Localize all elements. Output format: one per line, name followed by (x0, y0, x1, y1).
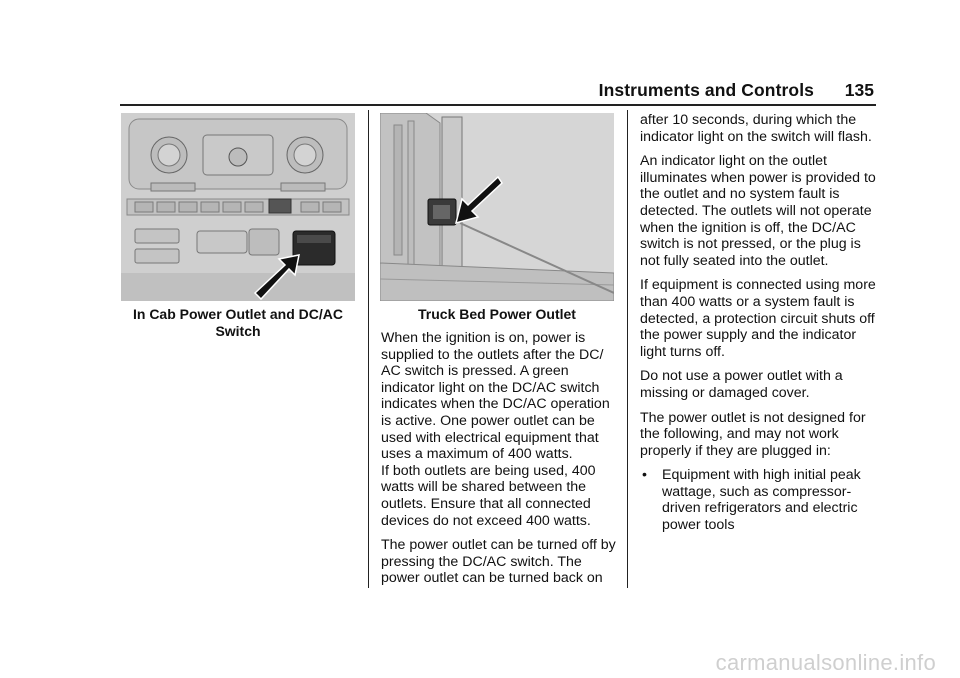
body-paragraph: When the ignition is on, power is supplied to the outlets after the DC/ AC switch is pressed. A green indicator light on the DC/AC switch indicates when the DC/AC operation is active. One power outlet can be used with electrical equipment that uses a maximum of 400 watts. (381, 330, 610, 463)
dashboard-illustration (121, 113, 355, 301)
truck-bed-illustration (380, 113, 614, 301)
middle-column-text (381, 330, 621, 595)
bullet-item (640, 467, 878, 533)
header-rule (120, 104, 876, 106)
page-number: 135 (844, 80, 874, 100)
bullet-marker: • (642, 467, 647, 484)
figure-caption-bed: Truck Bed Power Outlet (418, 306, 576, 322)
in-cab-power-outlet-figure (121, 113, 355, 301)
body-paragraph: An indicator light on the outlet illuminates when power is provided to the outlet and no system fault is detected. The outlets will not operate when the ignition is off, the DC/AC switch is not pressed, or the plug is not fully seated into the outlet. (640, 153, 876, 269)
caption-line: Switch (215, 322, 261, 339)
truck-bed-power-outlet-figure (380, 113, 614, 301)
section-title: Instruments and Controls (598, 80, 814, 100)
watermark-text: carmanualsonline.info (715, 650, 936, 675)
page-header (120, 80, 876, 104)
body-paragraph: If equipment is connected using more than 400 watts or a system fault is detected, a protection circuit shuts off the power supply and the indicator light turns off. (640, 277, 876, 360)
bullet-text: Equipment with high initial peak wattage, such as compressor-driven refrigerators and electric power tools (662, 467, 861, 534)
body-paragraph: The power outlet is not designed for the following, and may not work properly if they are plugged in: (640, 409, 866, 459)
figure-caption-cab (121, 306, 355, 339)
body-paragraph: If both outlets are being used, 400 watts will be shared between the outlets. Ensure that all connected devices do not exceed 400 watts. (381, 462, 596, 529)
column-divider (627, 110, 628, 588)
caption-line: In Cab Power Outlet and DC/AC (132, 306, 343, 322)
body-paragraph: after 10 seconds, during which the indicator light on the switch will flash. (640, 112, 872, 145)
column-divider (368, 110, 369, 588)
page-footer (0, 640, 960, 678)
body-paragraph: The power outlet can be turned off by pressing the DC/AC switch. The power outlet can be turned back on (381, 537, 616, 587)
right-column-text (640, 112, 878, 534)
body-paragraph: Do not use a power outlet with a missing or damaged cover. (640, 368, 843, 401)
